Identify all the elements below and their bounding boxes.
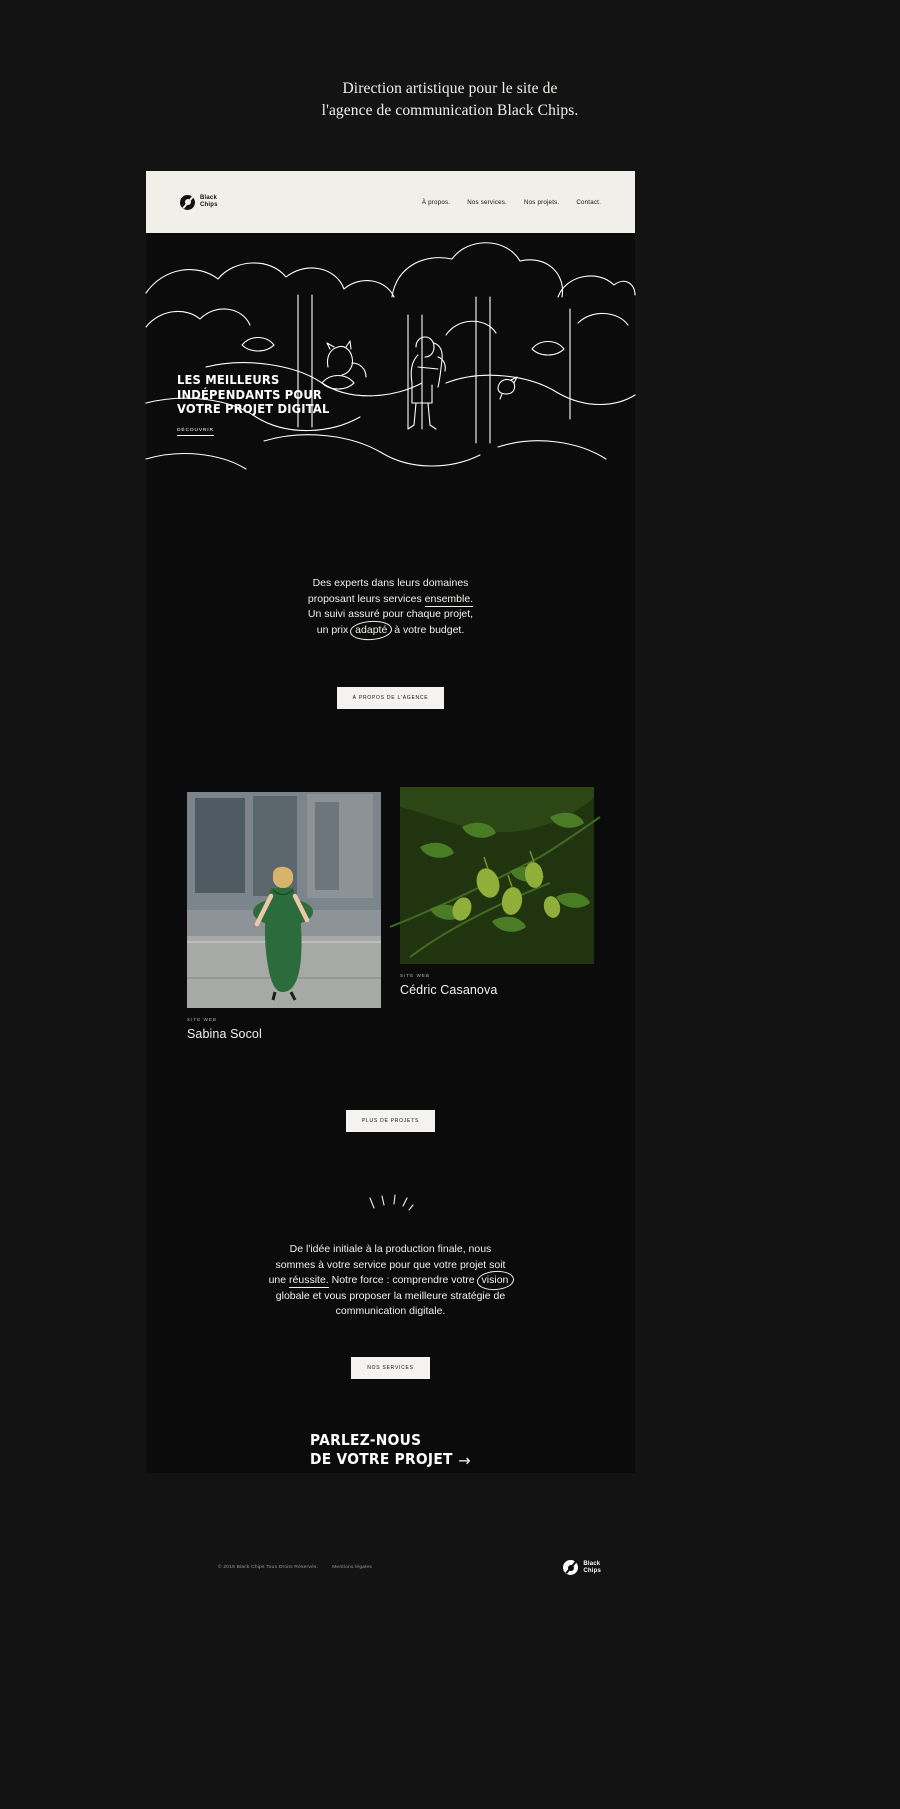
project-1-title: Sabina Socol — [187, 1027, 262, 1041]
services-button-wrap — [146, 1356, 635, 1379]
logo-text-line-1: Black — [200, 195, 218, 201]
intro2-underlined-reussite: réussite. — [289, 1274, 329, 1286]
project-1-category: SITE WEB — [187, 1017, 217, 1022]
arrow-right-icon[interactable]: → — [458, 1450, 471, 1470]
caption-line-1: Direction artistique pour le site de — [342, 80, 558, 97]
hero-title-line-2: INDÉPENDANTS POUR — [177, 386, 322, 402]
intro1-line-4-prefix: un prix — [316, 623, 352, 636]
closing-line-2-wrap — [310, 1450, 471, 1470]
sparkle-icon — [368, 1194, 414, 1212]
more-projects-button-wrap — [146, 1109, 635, 1132]
intro1-circled-adapte: adapté — [351, 623, 391, 639]
site-footer — [146, 1548, 635, 1588]
intro1-line-4-suffix: à votre budget. — [391, 623, 465, 636]
our-services-button[interactable]: NOS SERVICES — [351, 1357, 429, 1379]
site-header — [146, 171, 635, 233]
intro1-line-2 — [232, 592, 549, 608]
intro2-line-4: globale et vous proposer la meilleure stratégie de — [275, 1289, 506, 1302]
black-chips-logo-icon — [180, 195, 195, 210]
logo-text — [200, 195, 218, 209]
intro1-line-1: Des experts dans leurs domaines — [312, 577, 469, 589]
hero-title-line-3: VOTRE PROJET DIGITAL — [177, 401, 330, 416]
project-card-sabina-socol[interactable] — [187, 792, 381, 1041]
intro2-line-3-mid: Notre force : comprendre votre — [328, 1274, 478, 1286]
intro1-underlined-ensemble: ensemble. — [424, 592, 474, 605]
nav-item-a-propos[interactable]: À propos. — [421, 198, 451, 206]
main-navigation — [422, 199, 601, 206]
project-2-category: SITE WEB — [400, 973, 430, 978]
hero-title — [177, 373, 329, 417]
closing-title — [310, 1431, 471, 1470]
hero-title-line-1: LES MEILLEURS — [177, 372, 280, 387]
intro2-circled-vision: vision — [478, 1273, 513, 1289]
intro2-line-3-prefix: une — [268, 1274, 290, 1286]
closing-line-1: PARLEZ-NOUS — [310, 1430, 422, 1449]
intro-paragraph-2 — [146, 1242, 635, 1320]
website-mockup — [146, 171, 635, 1574]
footer-copyright: © 2019 Black Chips Tous Droits Réservés. — [218, 1565, 319, 1570]
footer-logo-line-1: Black — [583, 1560, 601, 1567]
sparkle-decoration — [146, 1194, 635, 1212]
closing-line-2: DE VOTRE PROJET — [310, 1449, 453, 1468]
footer-logo[interactable] — [563, 1560, 601, 1575]
intro-paragraph-1 — [146, 576, 635, 638]
black-chips-logo-icon-footer — [563, 1560, 578, 1575]
intro1-line-2-text: proposant leurs services — [307, 592, 425, 605]
footer-logo-text — [583, 1561, 601, 1575]
logo-text-line-2: Chips — [200, 202, 218, 208]
agency-button-wrap — [146, 686, 635, 709]
footer-logo-line-2: Chips — [583, 1567, 601, 1574]
project-image-sabina-socol — [187, 792, 381, 1008]
intro2-line-5: communication digitale. — [335, 1305, 446, 1317]
intro2-line-1: De l'idée initiale à la production finale, nous — [289, 1243, 492, 1255]
nav-item-nos-projets[interactable]: Nos projets. — [523, 198, 560, 206]
footer-links — [218, 1565, 372, 1570]
intro2-line-2: sommes à votre service pour que votre projet soit — [275, 1258, 506, 1271]
project-image-cedric-casanova — [400, 787, 594, 964]
page-title — [0, 78, 900, 122]
intro1-line-4 — [232, 623, 549, 639]
nav-item-contact[interactable]: Contact. — [576, 198, 601, 206]
project-card-cedric-casanova[interactable] — [400, 787, 594, 997]
hero-section — [146, 233, 635, 498]
about-agency-button[interactable]: À PROPOS DE L'AGENCE — [337, 687, 445, 709]
closing-cta[interactable] — [146, 1431, 635, 1470]
logo[interactable] — [180, 195, 218, 210]
more-projects-button[interactable]: PLUS DE PROJETS — [346, 1110, 435, 1132]
intro1-line-3: Un suivi assuré pour chaque projet, — [307, 608, 474, 620]
forest-illustration-icon — [146, 197, 635, 497]
caption-line-2: l'agence de communication Black Chips. — [321, 102, 579, 119]
project-photo-2-illustration-icon — [400, 787, 594, 964]
hero-copy — [177, 373, 343, 436]
project-photo-1-illustration-icon — [187, 792, 381, 1008]
project-2-title: Cédric Casanova — [400, 983, 498, 997]
intro2-line-3 — [232, 1273, 549, 1289]
nav-item-nos-services[interactable]: Nos services. — [467, 198, 507, 206]
footer-legal-link[interactable]: Mentions légales — [332, 1565, 373, 1570]
hero-discover-link[interactable]: DÉCOUVRIR — [177, 428, 214, 436]
projects-section — [146, 792, 635, 1057]
